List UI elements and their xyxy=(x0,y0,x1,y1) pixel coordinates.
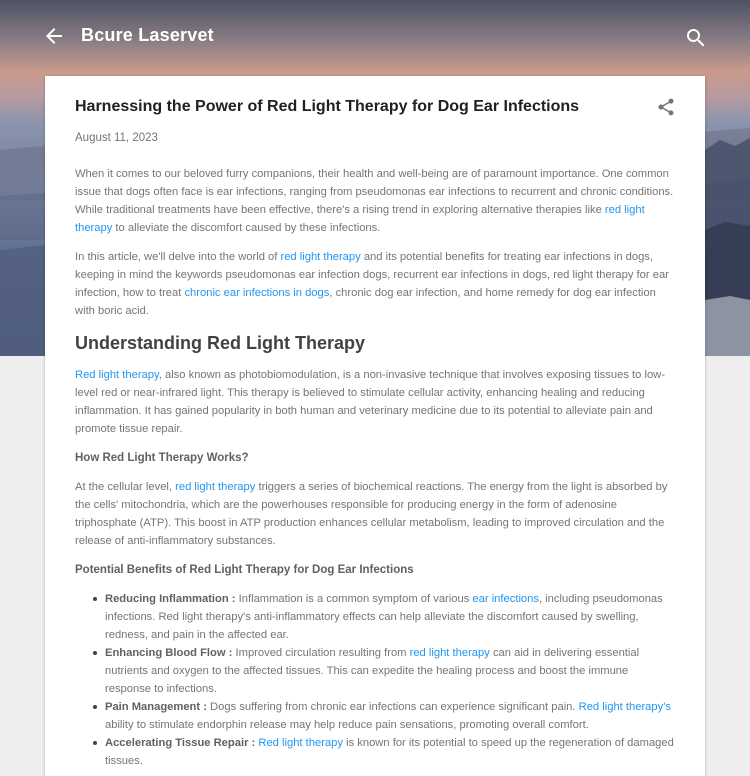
red-light-therapy-link[interactable]: Red light therapy's xyxy=(578,701,671,713)
back-button[interactable] xyxy=(42,24,66,48)
text: , also known as photobiomodulation, is a non-invasive technique that involves exposing tissues to low-level red or near-infrared light. This therapy is believed to stimulate cellular activity, enhancing healing and reducing inflammation. It has gained popularity in both human and veterinary medicine due to its potential to alleviate pain and promote tissue repair. xyxy=(75,369,665,435)
search-button[interactable] xyxy=(684,26,708,50)
text: Dogs suffering from chronic ear infections can experience significant pain. xyxy=(206,701,579,713)
benefits-list xyxy=(75,590,675,770)
post-body xyxy=(75,165,675,770)
intro-paragraph-1 xyxy=(75,165,675,237)
red-light-therapy-link[interactable]: red light therapy xyxy=(75,204,645,234)
share-icon xyxy=(656,97,676,117)
list-item xyxy=(93,698,675,734)
app-bar xyxy=(0,0,750,72)
ear-infections-link[interactable]: ear infections xyxy=(472,593,539,605)
list-item xyxy=(93,590,675,644)
text: When it comes to our beloved furry companions, their health and well-being are of paramount importance. One common issue that dogs often face is ear infections, ranging from pseudomonas ear infections to recurrent and chronic conditions. While traditional treatments have been effective, there's a rising trend in exploring alternative therapies like xyxy=(75,168,674,216)
benefit-label: Accelerating Tissue Repair : xyxy=(105,737,256,749)
text: Inflammation is a common symptom of various xyxy=(235,593,473,605)
benefit-label: Enhancing Blood Flow : xyxy=(105,647,233,659)
red-light-therapy-link[interactable]: red light therapy xyxy=(409,647,490,659)
list-item xyxy=(93,644,675,698)
subheading-how-it-works: How Red Light Therapy Works? xyxy=(75,452,249,464)
search-icon xyxy=(684,26,708,50)
section-heading: Understanding Red Light Therapy xyxy=(75,333,366,353)
red-light-therapy-link[interactable]: red light therapy xyxy=(280,251,361,263)
subheading-benefits: Potential Benefits of Red Light Therapy for Dog Ear Infections xyxy=(75,564,414,576)
text: can aid in delivering essential nutrients and oxygen to the affected tissues. This can expedite the healing process and boost the immune response to infections. xyxy=(105,647,640,695)
text: At the cellular level, xyxy=(75,481,176,493)
text: and its potential benefits for treating ear infections in dogs, keeping in mind the keywords pseudomonas ear infection dogs, recurrent ear infections in dogs, red light therapy for ear infection, how to treat xyxy=(75,251,669,299)
text: triggers a series of biochemical reactions. The energy from the light is absorbed by the cells' mitochondria, which are the powerhouses responsible for producing energy in the form of adenosine triphosphate (ATP). This boost in ATP production enhances cellular metabolism, leading to improved circulation and the release of anti-inflammatory substances. xyxy=(75,481,668,547)
benefit-label: Pain Management : xyxy=(105,701,207,713)
text: In this article, we'll delve into the world of xyxy=(75,251,281,263)
post-card xyxy=(45,76,705,776)
site-title[interactable]: Bcure Laservet xyxy=(81,25,214,45)
text: is known for its potential to speed up the regeneration of damaged tissues. xyxy=(105,737,674,767)
text: , chronic dog ear infection, and home remedy for dog ear infection with boric acid. xyxy=(75,287,656,317)
red-light-therapy-link[interactable]: Red light therapy xyxy=(258,737,343,749)
paragraph-4 xyxy=(75,478,675,550)
list-item xyxy=(93,734,675,770)
post-date: August 11, 2023 xyxy=(75,132,158,144)
text: ability to stimulate endorphin release may help reduce pain sensations, promoting overall comfort. xyxy=(105,719,589,731)
paragraph-3 xyxy=(75,366,675,438)
arrow-left-icon xyxy=(42,24,66,48)
share-button[interactable] xyxy=(656,97,676,117)
post-title: Harnessing the Power of Red Light Therapy for Dog Ear Infections xyxy=(75,98,580,115)
text: Improved circulation resulting from xyxy=(232,647,410,659)
red-light-therapy-link[interactable]: red light therapy xyxy=(175,481,256,493)
intro-paragraph-2 xyxy=(75,248,675,320)
benefit-label: Reducing Inflammation : xyxy=(105,593,236,605)
chronic-ear-infections-link[interactable]: chronic ear infections in dogs xyxy=(184,287,330,299)
text: , including pseudomonas infections. Red light therapy's anti-inflammatory effects can help alleviate the discomfort caused by swelling, redness, and pain in the affected ear. xyxy=(105,593,663,641)
text: to alleviate the discomfort caused by these infections. xyxy=(112,222,381,234)
red-light-therapy-link[interactable]: Red light therapy xyxy=(75,369,159,381)
